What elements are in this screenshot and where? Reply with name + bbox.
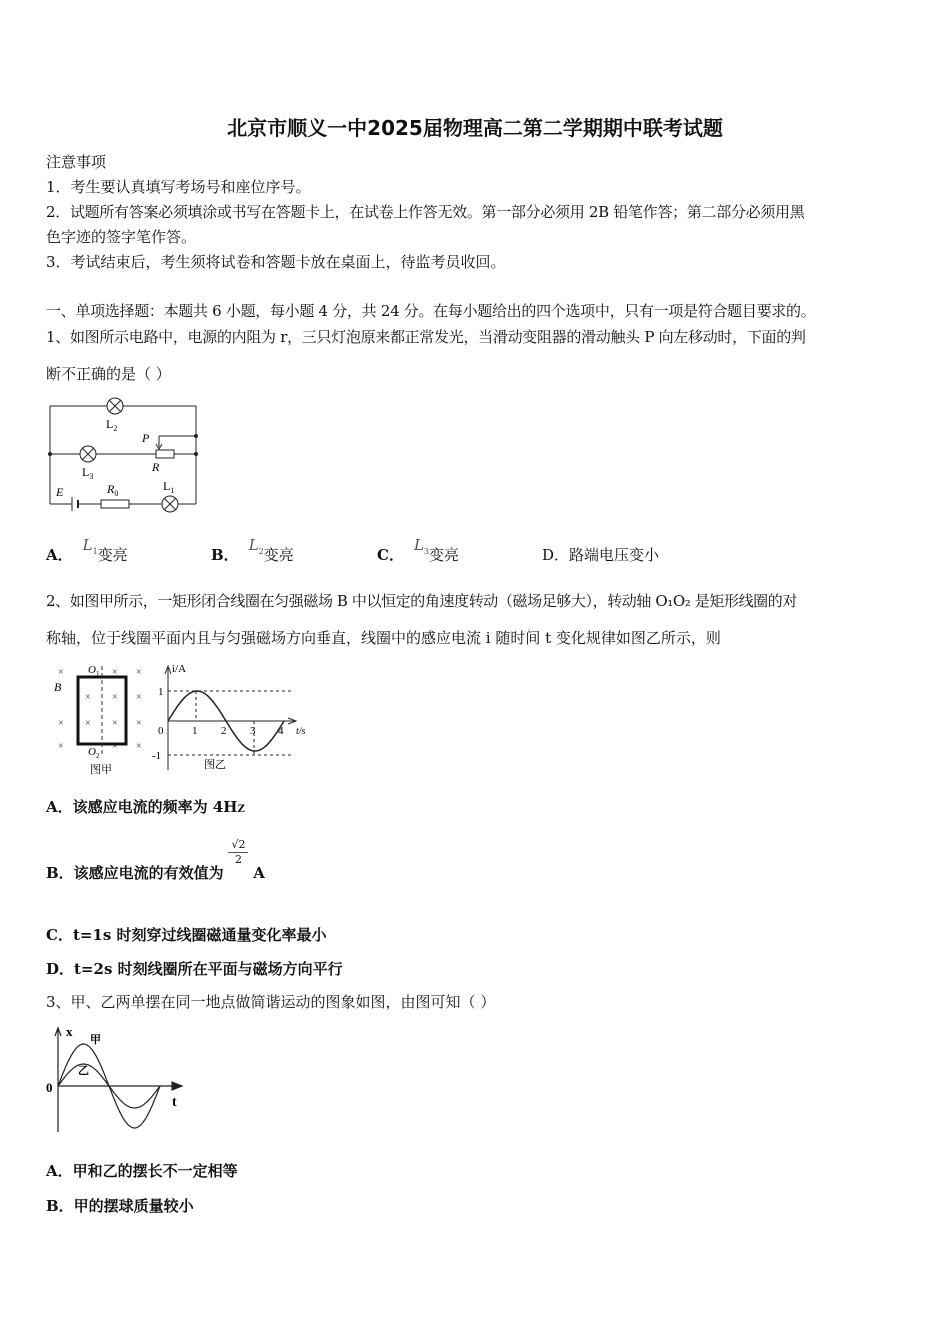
q2-option-d: D．t=2s 时刻线圈所在平面与磁场方向平行 (46, 960, 343, 978)
q2-stem-line1: 2、如图甲所示，一矩形闭合线圈在匀强磁场 B 中以恒定的角速度转动（磁场足够大），转动轴 O₁O₂ 是矩形线圈的对 (46, 592, 797, 610)
q2-figure-jia (50, 660, 160, 778)
svg-text:×: × (58, 741, 64, 752)
svg-text:×: × (58, 667, 64, 678)
tick-y-0: 0 (158, 725, 164, 737)
q2-option-b: B．该感应电流的有效值为 $\frac{√2}{2}$ A (46, 838, 265, 882)
svg-text:×: × (112, 667, 118, 678)
q1-option-b: B．$L^2$变亮 (211, 536, 294, 564)
notice-item-2b: 色字迹的签字笔作答。 (46, 228, 197, 246)
tick-x-1: 1 (192, 725, 198, 737)
notice-heading: 注意事项 (46, 153, 107, 171)
label-e: E (56, 485, 64, 499)
section-heading: 一、单项选择题：本题共 6 小题，每小题 4 分，共 24 分。在每小题给出的四个选项中，只有一项是符合题目要求的。 (46, 302, 816, 320)
svg-text:×: × (85, 718, 91, 729)
q1-circuit-diagram (44, 392, 204, 514)
svg-text:×: × (85, 692, 91, 703)
fraction: $\frac{√2}{2}$ (228, 838, 248, 867)
q3-stem: 3、甲、乙两单摆在同一地点做简谐运动的图象如图，由图可知（ ） (46, 993, 496, 1011)
label-b: B (54, 680, 62, 694)
q1-stem-line2: 断不正确的是（ ） (46, 365, 171, 383)
junction-dot (194, 434, 198, 438)
svg-text:×: × (112, 741, 118, 752)
notice-item-1: 1．考生要认真填写考场号和座位序号。 (46, 178, 311, 196)
label-zero: 0 (46, 1080, 53, 1095)
junction-dot (194, 452, 198, 456)
label-yi: 乙 (78, 1065, 89, 1077)
label-o2: $O_2$ (88, 746, 100, 760)
caption-jia: 图甲 (90, 764, 112, 776)
lamp-l1-icon (162, 496, 178, 512)
svg-text:×: × (58, 718, 64, 729)
label-l2: $L_2$ (106, 417, 118, 433)
notice-item-2a: 2．试题所有答案必须填涂或书写在答题卡上，在试卷上作答无效。第一部分必须用 2B 铅笔作答；第二部分必须用黑 (46, 203, 805, 221)
t-axis-arrow (172, 1082, 182, 1090)
svg-text:×: × (136, 692, 142, 703)
x-axis-label: t/s (296, 726, 306, 737)
label-t: t (172, 1095, 177, 1110)
q2-stem-line2: 称轴，位于线圈平面内且与匀强磁场方向垂直，线圈中的感应电流 i 随时间 t 变化规律如图乙所示，则 (46, 629, 721, 647)
page-title: 北京市顺义一中2025届物理高二第二学期期中联考试题 (227, 116, 723, 140)
label-p: P (142, 431, 150, 445)
label-r: R (152, 460, 160, 474)
svg-text:×: × (136, 667, 142, 678)
q3-option-b: B．甲的摆球质量较小 (46, 1197, 194, 1215)
q3-graph (44, 1022, 189, 1134)
label-x: x (66, 1024, 73, 1039)
notice-item-3: 3．考试结束后，考生须将试卷和答题卡放在桌面上，待监考员收回。 (46, 253, 506, 271)
junction-dot (48, 452, 52, 456)
label-l3: $L_3$ (82, 465, 94, 481)
q2-option-a: A．该感应电流的频率为 4HZ (46, 798, 245, 816)
label-jia: 甲 (90, 1034, 101, 1046)
svg-text:×: × (136, 741, 142, 752)
q1-option-d: D．路端电压变小 (542, 546, 660, 564)
q2-option-c: C．t=1s 时刻穿过线圈磁通量变化率最小 (46, 926, 327, 944)
q3-option-a: A．甲和乙的摆长不一定相等 (46, 1162, 238, 1180)
y-axis-label: i/A (172, 663, 187, 675)
lamp-l3-icon (80, 446, 96, 462)
tick-x-2: 2 (221, 725, 227, 737)
label-l1: $L_1$ (163, 479, 175, 495)
q1-option-a: A．$L^1$变亮 (46, 536, 128, 564)
svg-text:×: × (136, 718, 142, 729)
q1-stem-line1: 1、如图所示电路中，电源的内阻为 r，三只灯泡原来都正常发光，当滑动变阻器的滑动触头 P 向左移动时，下面的判 (46, 328, 806, 346)
q1-option-c: C．$L^3$变亮 (377, 536, 460, 564)
tick-x-4: 4 (278, 725, 284, 737)
magnetic-field-crosses (58, 667, 142, 752)
svg-text:×: × (112, 692, 118, 703)
q2-figure-yi (150, 658, 310, 778)
tick-y-neg1: -1 (152, 750, 162, 762)
caption-yi: 图乙 (204, 759, 226, 771)
label-o1: $O_1$ (88, 664, 100, 678)
label-r0: $R_0$ (107, 482, 119, 498)
lamp-l2-icon (107, 398, 123, 414)
tick-y-1: 1 (158, 686, 164, 698)
tick-x-3: 3 (250, 725, 256, 737)
svg-text:×: × (112, 718, 118, 729)
